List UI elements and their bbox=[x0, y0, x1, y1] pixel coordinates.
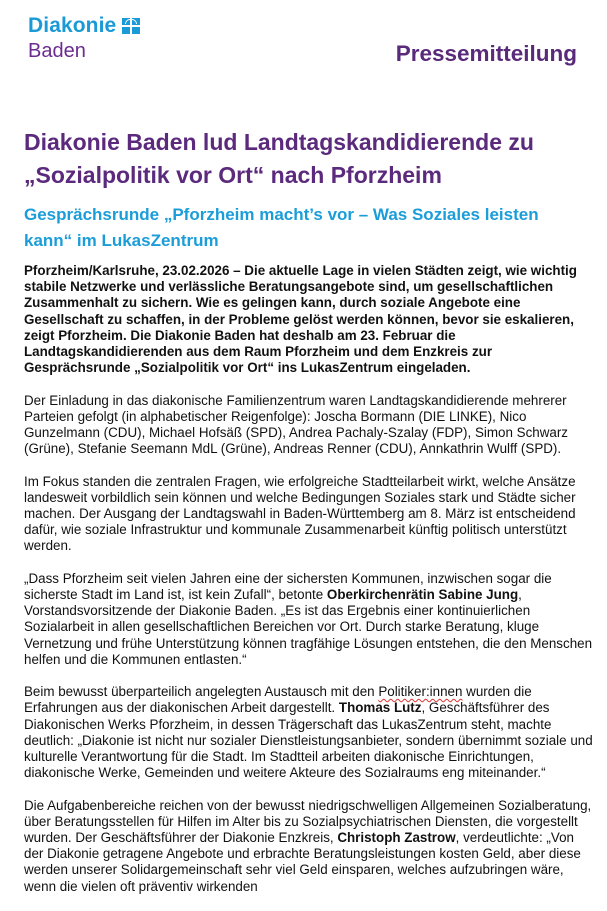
headline: Diakonie Baden lud Landtagskandidierende zu „Sozialpolitik vor Ort“ nach Pforzheim bbox=[24, 129, 534, 188]
logo-wordmark: Diakonie bbox=[28, 14, 117, 37]
text: Die Aufgabenbereiche reichen von der bewusst niedrigschwelligen Allgemeinen Sozialberatung, über Beratungsstellen für Hilfen im Alter bis zu Sozialpsychiatrischen Diensten, die vorgestellt wurden. Der Geschäftsführer der Diakonie Enzkreis, bbox=[24, 797, 592, 846]
subheadline: Gesprächsrunde „Pforzheim macht’s vor – Was Soziales leisten kann“ im LukasZentrum bbox=[24, 205, 539, 250]
speaker-name: Thomas Lutz bbox=[338, 700, 422, 716]
logo-region: Baden bbox=[28, 40, 86, 62]
spellcheck-flagged-word[interactable]: Politiker:innen bbox=[378, 684, 463, 700]
text: , Vorstandsvorsitzende der Diakonie Baden. „Es ist das Ergebnis einer kontinuierlichen Sozialarbeit in allen gesellschaftlichen Bereichen vor Ort. Durch starke Beratung, kluge Vernetzung und frühe Unterstützung können tragfähige Lösungen entstehen, die den Menschen helfen und die Kommunen entlasten.“ bbox=[24, 587, 593, 667]
text: , verdeutlichte: „Von der Diakonie getragene Angebote und erbrachte Beratungsleistungen kosten Geld, aber diese werden unserer Solidargemeinschaft sehr viel Geld einsparen, welches aufzubringen wäre, wenn die vielen oft präventiv wirkenden bbox=[24, 830, 581, 894]
article-body bbox=[24, 263, 596, 911]
text: Beim bewusst überparteilich angelegten Austausch mit den bbox=[24, 684, 379, 700]
paragraph-focus: Im Fokus standen die zentralen Fragen, wie erfolgreiche Stadtteilarbeit wirkt, welche Ansätze landesweit vorbildlich sein können und welche Bedingungen Soziales stark und Städte sicher machen. Der Ausgang der Landtagswahl in Baden-Württemberg am 8. März ist entscheidend dafür, wie soziale Infrastruktur und kommunale Zusammenarbeit künftig politisch unterstützt werden. bbox=[24, 473, 576, 554]
speaker-name: Oberkirchenrätin Sabine Jung bbox=[326, 587, 519, 603]
diakonie-baden-logo bbox=[28, 14, 140, 63]
text: „Dass Pforzheim seit vielen Jahren eine der sichersten Kommunen, inzwischen sogar die sicherste Stadt im Land ist, ist kein Zufall“, betonte bbox=[24, 570, 552, 603]
text: wurden die Erfahrungen aus der diakonischen Arbeit dargestellt. bbox=[24, 684, 532, 716]
logo-top-row bbox=[28, 14, 140, 38]
paragraph-quote-jung bbox=[24, 571, 596, 668]
paragraph-quote-lutz bbox=[24, 684, 596, 781]
document-type-label: Pressemitteilung bbox=[395, 41, 577, 66]
paragraph-attendees: Der Einladung in das diakonische Familienzentrum waren Landtagskandidierende mehrerer Parteien gefolgt (in alphabetischer Reigenfolge): Joscha Bormann (DIE LINKE), Nico Gunzelmann (CDU), Michael Hofsäß (SPD), Andrea Pachaly-Szalay (FDP), Simon Schwarz (Grüne), Stefanie Seemann MdL (Grüne), Andreas Renner (CDU), Annkathrin Wulff (SPD). bbox=[24, 392, 568, 457]
diakonie-cross-icon bbox=[122, 18, 140, 34]
speaker-name: Christoph Zastrow bbox=[337, 830, 456, 846]
paragraph-quote-zastrow bbox=[24, 798, 596, 895]
lead-paragraph: Pforzheim/Karlsruhe, 23.02.2026 – Die aktuelle Lage in vielen Städten zeigt, wie wichtig stabile Netzwerke und verlässliche Beratungsangebote sind, um gesellschaftlichen Zusammenhalt zu sichern. Wie es gelingen kann, durch soziale Angebote eine Gesellschaft zu schaffen, in der Probleme gelöst werden können, bevor sie eskalieren, zeigt Pforzheim. Die Diakonie Baden hat deshalb am 23. Februar die Landtagskandidierenden aus dem Raum Pforzheim und dem Enzkreis zur Gesprächsrunde „Sozialpolitik vor Ort“ ins LukasZentrum eingeladen. bbox=[24, 263, 577, 376]
text: , Geschäftsführer des Diakonischen Werks Pforzheim, in dessen Trägerschaft das LukasZentrum steht, machte deutlich: „Diakonie ist nicht nur sozialer Dienstleistungsanbieter, sondern übernimmt soziale und kulturelle Verantwortung für die Stadt. Im Stadtteil arbeiten diakonische Einrichtungen, diakonische Werke, Gemeinden und weitere Akteure des Sozialraums eng miteinander.“ bbox=[24, 700, 593, 781]
